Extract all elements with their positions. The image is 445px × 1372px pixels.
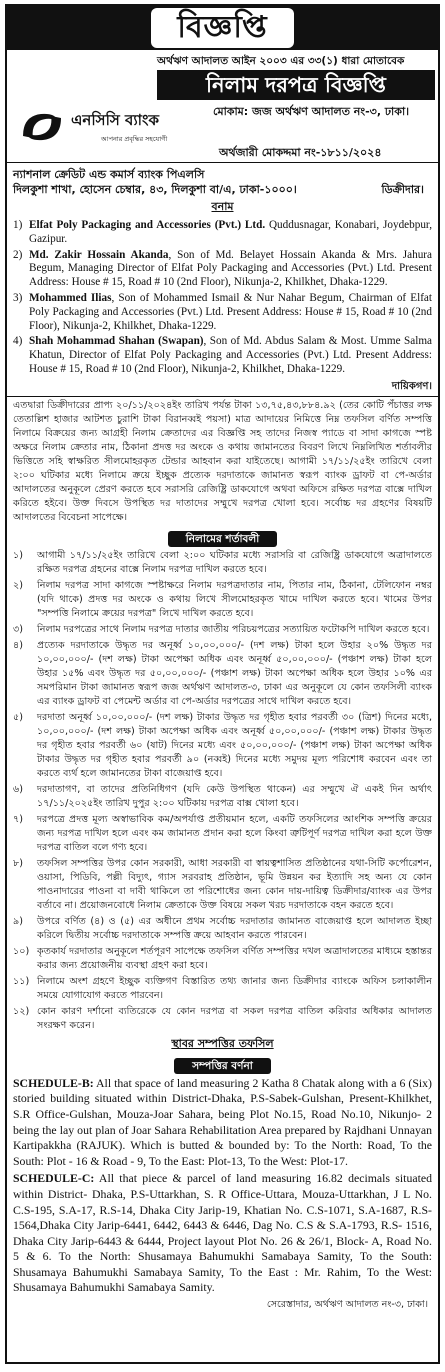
schedule-label: SCHEDULE-B: (13, 1075, 94, 1090)
term-number: ১০) (13, 945, 30, 957)
term-text: নিলামে অংশ গ্রহণে ইচ্ছুক ব্যক্তিগণ বিস্তারিত তথ্য জানার জন্য ডিক্রীদার ব্যাংকে অফিস চলাকালীন সময়ে যোগাযোগ করতে পারবেন। (37, 975, 432, 1001)
defendant-item (13, 249, 432, 290)
schedule-text: All that space of land measuring 2 Katha 8 Chatak along with a 6 (Six) storied building situated within District-Dhaka, P.S-Sabek-Gulshan, Present-Khilkhet, S.R Office-Gulshan, Mouza-Joar Sahara, being Plot No.15, Road No.10, Nikunjo- 2 being the lay out plan of Joar Sahara Rehabilitation Area prepared by Rajdhani Unnayan Kartipakkha (RAJUK). Which is butted & bounded by: To the North: Road, To the South: Plot - 16 & Road - 9, To the East: Plot-13, To the West: Plot-17. (13, 1075, 432, 1168)
term-item (13, 623, 432, 637)
term-text: নিলাম দরপত্রের সাথে নিলাম দরপত্র দাতার জাতীয় পরিচয়পত্রের সত্যায়িত ফটোকপি দাখিল করতে হবে। (37, 623, 430, 635)
law-reference: অর্থঋণ আদালত আইন ২০০৩ এর ৩৩(১) ধারা মোতাবেক (157, 55, 405, 67)
bank-logo-name: এনসিসি ব্যাংক (71, 111, 159, 129)
term-item (13, 857, 432, 913)
bank-logo-tagline: আপনার প্রবৃদ্ধির সহযোগী (101, 135, 168, 143)
term-text: নিলাম দরপত্র সাদা কাগজে স্পষ্টাক্ষরে নিলাম দরপত্রদাতার নাম, পিতার নাম, ঠিকানা, টেলিফোন নম্বর (যদি থাকে) প্রদত্ত দর অংকে ও কথায় লিখে সীলমোহরকৃত খামে দাখিল করতে হবে। খামের উপর "সম্পত্তি নিলামে ক্রয়ের দরপত্র" লিখে দাখিল করতে হবে। (37, 579, 432, 619)
respondents-label: দায়িকগণ। (7, 379, 438, 397)
property-heading: স্থাবর সম্পত্তির তফসিল (171, 1036, 274, 1050)
plaintiff-name: ন্যাশনাল ক্রেডিট এন্ড কমার্স ব্যাংক পিএলসি (13, 168, 205, 181)
terms-heading (7, 529, 438, 547)
defendant-name: Shah Mohammad Shahan (Swapan) (29, 335, 204, 348)
term-text: তফসিল সম্পত্তির উপর কোন সরকারী, আধা সরকারী বা স্বায়ত্বশাসিত প্রতিষ্ঠানের যথা-সিটি কর্পোরেশন, ওয়াসা, পিডিবি, পল্লী বিদ্যুৎ, গ্যাস সরবরাহ প্রতিষ্ঠান, ভূমি উন্নয়ন কর ইত্যাদি সহ অন্য যে কোন পাওনাদারের পাওনা বা দাবী থাকিলে তা পরিশোধের জন্য কোন দায়-দায়িত্ব ডিক্রীদার/ব্যাংক এর উপর বর্তাবে না। প্রয়োজনবোধে নিলাম ক্রেতাকে উক্ত বিষয়ে সকল খরচ দরদাতাকে বহন করতে হবে। (37, 857, 432, 911)
defendant-details: , Son of Md. Abdus Salam & Most. Umme Salma Khatun, Director of Elfat Poly Packaging and Accessories (Pvt.) Ltd. Present Address: House # 15, Road # 10 (2nd Floor), Nikunja-2, Khilkhet, Dhaka-1229. (29, 335, 432, 375)
defendant-name: Mohammed Ilias (29, 291, 112, 304)
defendant-name: Elfat Poly Packaging and Accessories (Pvt.) Ltd. (29, 219, 266, 231)
term-item (13, 945, 432, 973)
term-number: ৭) (13, 813, 23, 825)
versus-label: বনাম (211, 200, 234, 213)
defendant-details: , Son of Mohammed Ismail & Nur Nahar Begum, Chairman of Elfat Poly Packaging and Accessories (Pvt.) Ltd. Present Address: House # 15, Road # 10 (2nd Floor), Nikunja-2, Khilkhet, Dhaka-1229. (29, 291, 433, 332)
term-item (13, 579, 432, 621)
schedule-text: All that piece & parcel of land measuring 16.82 decimals situated within District- Dhaka, P.S-Uttarkhan, S. R Office-Uttara, Mouza-Uttarkhan, J L No. C.S-195, S.A-17, R.S-14, Dhaka City Jarip-19, Khatian No. C.S-1071, S.A-1687, R.S-1564,Dhaka City Jarip-6441, 6442, 6443 & 6446, Dag No. C.S & S.A-1793, R.S- 1516, Dhaka City Jarip-6443 & 6444, Project layout Plot No. 26 & 26/1, Block- A, Road No. 5 & 6. To the North: Shusamaya Bahumukhi Samabaya Samity, To the South: Shusamaya Bahumukhi Samabaya Samity, To the East : Mr. Rahim, To the West: Shusamaya Bahumukhi Samabaya Samity. (13, 1171, 432, 1295)
plaintiff-role: ডিক্রীদার। (381, 183, 424, 196)
term-number: ৪) (13, 639, 23, 651)
defendant-item (13, 335, 432, 376)
defendant-details: , Son of Md. Belayet Hossain Akanda & Mrs. Jahura Begum, Managing Director of Elfat Poly Packaging and Accessories (Pvt.) Ltd. Present Address: House # 15, Road # 10 (2nd Floor), Nikunja-2, Khilkhet, Dhaka-1229. (29, 248, 432, 289)
term-text: দরদাতাগণ, বা তাদের প্রতিনিধিগণ (যদি কেউ উপস্থিত থাকেন) এর সম্মুখে ঐ একই দিন অর্থাৎ ১৭/১১/২০২৫ইং তারিখ দুপুর ২:০০ ঘটিকায় দরপত্র বাক্স খোলা হবে। (37, 783, 432, 809)
property-subheading-label: সম্পত্তির বর্ণনা (174, 1058, 271, 1074)
term-text: দরপত্রে প্রদত্ত মূল্য অস্বাভাবিক কম/অপর্যাপ্ত প্রতীয়মান হলে, একটি তফসিলের আংশিক সম্পত্তি ক্রয়ের জন্য দরপত্র দাখিল হলে এবং কম জামানত প্রদান করা হলে কিংবা ত্রুটিপূর্ণ দরপত্র দাখিল করা হলে উক্ত দরপত্র বাতিল বলে গণ্য হবে। (37, 813, 432, 853)
term-number: ৫) (13, 711, 23, 723)
term-item (13, 813, 432, 855)
case-number: অর্থজারী মোকদ্দমা নং-১৮১১/২০২৪ (219, 146, 382, 159)
term-text: উপরে বর্ণিত (৪) ও (৫) এর অধীনে প্রথম সর্বোচ্চ দরদাতার জামানত বাজেয়াপ্ত হলে আদালত ইচ্ছা করিলে দ্বিতীয় সর্বোচ্চ দরদাতাকে সম্পত্তি ক্রয়ে আহবান করতে পারবেন। (37, 915, 432, 941)
notice-page (5, 4, 440, 1364)
term-item (13, 783, 432, 811)
ncc-bank-logo-icon (17, 106, 67, 148)
term-item (13, 549, 432, 577)
property-subheading (7, 1056, 438, 1074)
court-name: মোকাম: জজ অর্থঋণ আদালত নং-৩, ঢাকা। (213, 105, 410, 118)
term-number: ১২) (13, 1005, 30, 1017)
term-text: দরদাতা অনূর্ধ্ব ১০,০০,০০০/- (দশ লক্ষ) টাকার উদ্ধৃত দর গৃহীত হবার পরবর্তী ৩০ (ত্রিশ) দিনের মধ্যে, ১০,০০,০০০/- (দশ লক্ষ) টাকা অপেক্ষা অধিক এবং অনূর্ধ্ব ৫০,০০,০০০/- (পঞ্চাশ লক্ষ) টাকার উদ্ধৃত দর গৃহীত হবার পরবর্তী ৬০ (ষাট) দিনের মধ্যে এবং ৫০,০০,০০০/- (পঞ্চাশ লক্ষ) টাকা অপেক্ষা অধিক টাকার উদ্ধৃত দর গৃহীত হবার পরবর্তী ৯০ (নব্বই) দিনের মধ্যে সমুদয় মূল্য পরিশোধ করবেন এবং তা করতে ব্যর্থ হলে জামানতের টাকা বাজেয়াপ্ত হবে। (37, 711, 432, 779)
notice-banner (7, 6, 438, 50)
defendant-number: 3) (13, 291, 23, 304)
auction-title: নিলাম দরপত্র বিজ্ঞপ্তি (157, 70, 435, 100)
term-item (13, 1005, 432, 1033)
term-item (13, 639, 432, 709)
term-number: ৬) (13, 783, 23, 795)
defendant-item (13, 219, 432, 247)
defendant-details: Quddusnagar, Konabari, Joydebpur, Gazipur. (29, 219, 432, 245)
signature-line: সেরেস্তাদার, অর্থঋণ আদালত নং-৩, ঢাকা। (266, 1299, 428, 1311)
terms-list (7, 549, 438, 1033)
defendant-item (13, 292, 432, 333)
notice-banner-title: বিজ্ঞপ্তি (151, 8, 293, 48)
term-text: কোন কারণ দর্শানো ব্যতিরেকে যে কোন দরপত্র বা সকল দরপত্র বাতিল করিবার অধিকার আদালত সংরক্ষণ করেন। (37, 1005, 432, 1031)
term-item (13, 975, 432, 1003)
intro-paragraph: এতদ্বারা ডিক্রীদারের প্রাপ্য ২০/১১/২০২৪ইং তারিখ পর্যন্ত টাকা ১৩,৭৫,৪৩,৮৮৪.৯২ (তের কোটি পঁচাত্তর লক্ষ তেতাল্লিশ হাজার আটশত চুরাশি টাকা বিরানব্বই পয়সা) মাত্র আদায়ের নিমিত্তে নিম্ন তফসিল বর্ণিত সম্পত্তি নিলামে বিক্রয়ের জন্য আগ্রহী নিলাম ক্রেতাদের এর বিজ্ঞপ্তি সহ তাদের নিজস্ব প্যাডে বা সাদা কাগজে স্পষ্ট অক্ষরে নিলাম ক্রেতার নাম, ঠিকানা প্রদত্ত দর অংকে ও কথায় জামানতের বিবরণ লিখে নিম্নলিখিত শর্তাবলীর ভিত্তিতে সহি স্বাক্ষরিত সীলমোহরকৃত টেন্ডার আহবান করা যাইতেছে। আগামী ১৭/১১/২৫ইং তারিখে বেলা ২:০০ ঘটিকার মধ্যে নিলামে ক্রয়ে ইচ্ছুক প্রত্যেক দরদাতাকে জামানত স্বরূপ ব্যাংক ড্রাফট বা পে-অর্ডার আদালতের অনুকূলে প্রেরণ করতে হবে সরাসরি রেজিষ্ট্রি ডাকযোগে অথবা অফিসে রক্ষিত দরপত্র বাক্সে দাখিল করিতে হইবে। উক্ত দিবসে উপস্থিত দর দাতাদের সম্মুখে দরপত্র খোলা হবে। সর্বোচ্চ দর গ্রহণের বিষয়টি আদালতের বিবেচনা সাপেক্ষে। (13, 399, 432, 523)
term-text: প্রত্যেক দরদাতাকে উদ্ধৃত দর অনূর্ধ্ব ১০,০০,০০০/- (দশ লক্ষ) টাকা হলে উহার ২০% উদ্ধৃত দর ১০,০০,০০০/- (দশ লক্ষ) টাকা অপেক্ষা অধিক এবং অনূর্ধ্ব ৫০,০০,০০০/- (পঞ্চাশ লক্ষ) টাকা হলে উহার ১৫% এবং উদ্ধৃত দর ৫০,০০,০০০/- (পঞ্চাশ লক্ষ) টাকা অপেক্ষা অধিক হলে উহার ১০% এর সমপরিমান টাকা জামানত স্বরূপ জজ অর্থঋণ আদালত-৩, ঢাকা এর অনুকূলে যে কোন তফসিলী ব্যাংক এর ব্যাংক ড্রাফট বা পেমেন্ট অর্ডার বা পে-অর্ডার দরপত্রের সাথে দাখিল করতে হবে। (37, 639, 432, 707)
term-text: আগামী ১৭/১১/২৫ইং তারিখে বেলা ২:০০ ঘটিকার মধ্যে সরাসরি বা রেজিষ্ট্রি ডাকযোগে অত্রাদালতে রক্ষিত দরপত্র গ্রহনের বাক্সে নিলাম দরপত্র দাখিল করতে হবে। (37, 549, 432, 575)
defendant-list (7, 219, 438, 377)
schedule-label: SCHEDULE-C: (13, 1171, 95, 1186)
term-number: ৯) (13, 915, 23, 927)
defendant-name: Md. Zakir Hossain Akanda (29, 248, 169, 261)
terms-heading-label: নিলামের শর্তাবলী (168, 531, 277, 547)
term-number: ৩) (13, 623, 23, 635)
plaintiff-block (7, 163, 438, 197)
notice-header (7, 50, 438, 163)
term-number: ৮) (13, 857, 23, 869)
term-item (13, 711, 432, 781)
term-text: কৃতকার্য দরদাতার অনুকূলে শর্তপূরণ সাপেক্ষে তফসিল বর্ণিত সম্পত্তির দখল অত্রাদালতের মাধ্যমে হস্তান্তর করার জন্য প্রয়োজনীয় ব্যবস্থা গ্রহণ করা হবে। (37, 945, 432, 971)
schedule-b (7, 1076, 438, 1170)
term-number: ১১) (13, 975, 30, 987)
bank-logo (17, 106, 167, 148)
plaintiff-address: দিলকুশা শাখা, হোসেন চেম্বার, ৪৩, দিলকুশা বা/এ, ঢাকা-১০০০। (13, 183, 297, 196)
defendant-number: 4) (13, 335, 23, 348)
term-number: ২) (13, 579, 23, 591)
term-number: ১) (13, 549, 23, 561)
defendant-number: 1) (13, 219, 23, 231)
defendant-number: 2) (13, 248, 23, 261)
schedule-c (7, 1171, 438, 1296)
term-item (13, 915, 432, 943)
